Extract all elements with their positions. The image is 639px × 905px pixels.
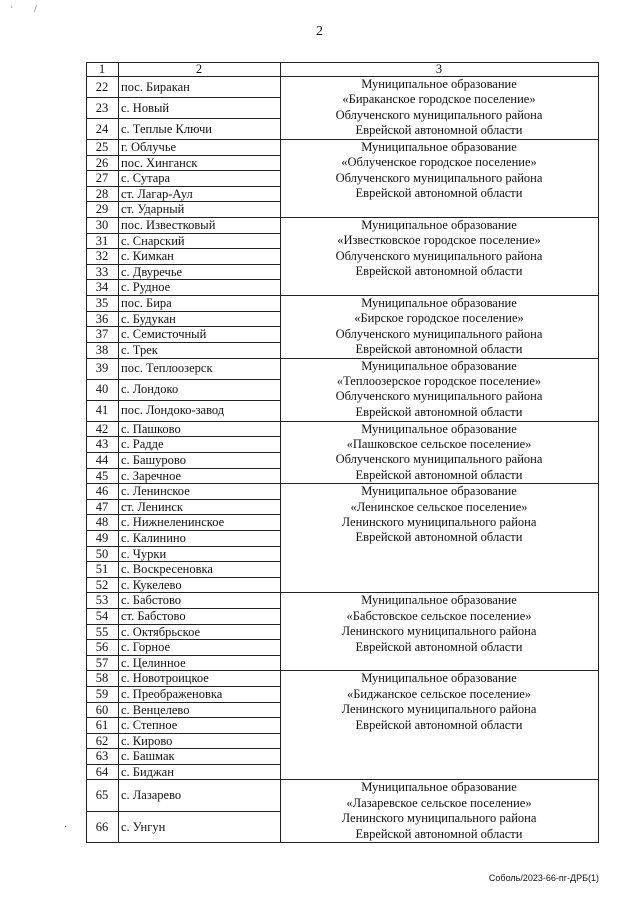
settlement-name: с. Сутара [119,171,281,187]
table-row [87,484,599,500]
settlement-name: с. Кирово [119,733,281,749]
page-number: 2 [316,24,323,39]
municipality-line: «Пашковское сельское поселение» [346,436,532,451]
row-number: 38 [87,342,119,358]
municipality-line: «Биджанское сельское поселение» [346,686,532,701]
settlement-name: с. Целинное [119,655,281,671]
municipality-line: Облученского муниципального района [335,389,543,404]
municipality-line: Еврейской автономной области [355,123,523,138]
settlement-name: с. Венцелево [119,702,281,718]
column-header: 3 [281,63,599,77]
settlement-name: с. Башмак [119,749,281,765]
municipality-cell [281,140,599,218]
municipality-line: Муниципальное образование [361,358,517,373]
settlement-name: с. Семисточный [119,327,281,343]
municipality-line: Еврейской автономной области [355,404,523,419]
table-row [87,295,599,311]
table-row [87,780,599,811]
municipality-line: Муниципальное образование [361,295,517,310]
settlement-name: с. Воскресеновка [119,562,281,578]
municipality-line: Ленинского муниципального района [341,624,537,639]
municipality-cell [281,780,599,843]
table-row [87,77,599,98]
municipality-line: Еврейской автономной области [355,717,523,732]
row-number: 29 [87,202,119,218]
table-row [87,593,599,609]
municipality-cell [281,77,599,140]
row-number: 34 [87,280,119,296]
municipality-line: Муниципальное образование [361,780,517,795]
municipality-line: «Теплоозерское городское поселение» [336,373,542,388]
row-number: 41 [87,400,119,421]
municipality-line: Муниципальное образование [361,77,517,91]
settlement-name: пос. Хинганск [119,155,281,171]
row-number: 36 [87,311,119,327]
municipality-line: Еврейской автономной области [355,342,523,357]
row-number: 35 [87,295,119,311]
row-number: 33 [87,264,119,280]
settlement-name: с. Снарский [119,233,281,249]
row-number: 48 [87,515,119,531]
row-number: 49 [87,530,119,546]
settlement-name: с. Октябрьское [119,624,281,640]
row-number: 25 [87,140,119,156]
settlement-name: с. Рудное [119,280,281,296]
row-number: 54 [87,608,119,624]
municipality-line: Ленинского муниципального района [341,515,537,529]
settlement-name: с. Степное [119,718,281,734]
municipality-line: Облученского муниципального района [335,248,543,263]
row-number: 63 [87,749,119,765]
settlement-name: ст. Ленинск [119,499,281,515]
row-number: 24 [87,119,119,140]
municipality-cell [281,358,599,421]
municipality-cell [281,295,599,358]
settlement-name: с. Пашково [119,421,281,437]
settlement-name: ст. Лагар-Аул [119,186,281,202]
row-number: 30 [87,217,119,233]
settlement-name: с. Горное [119,640,281,656]
municipality-line: Муниципальное образование [361,593,517,608]
row-number: 62 [87,733,119,749]
settlement-name: с. Унгун [119,811,281,842]
settlement-name: с. Биджан [119,764,281,780]
row-number: 66 [87,811,119,842]
scan-mark: ` [10,6,14,17]
row-number: 27 [87,171,119,187]
settlement-name: с. Будукан [119,311,281,327]
scan-mark: · [64,822,68,833]
municipality-line: «Бабстовское сельское поселение» [346,608,532,623]
settlement-name: ст. Ударный [119,202,281,218]
municipality-line: Облученского муниципального района [335,107,543,122]
municipality-line: Облученского муниципального района [335,170,543,185]
municipality-line: Еврейской автономной области [355,639,523,654]
row-number: 57 [87,655,119,671]
municipality-line: Еврейской автономной области [355,467,523,482]
settlement-name: с. Двуречье [119,264,281,280]
municipality-cell [281,421,599,484]
row-number: 53 [87,593,119,609]
municipality-line: Еврейской автономной области [355,530,523,545]
municipality-cell [281,671,599,780]
row-number: 65 [87,780,119,811]
row-number: 40 [87,379,119,400]
settlement-name: с. Заречное [119,468,281,484]
table-body [87,77,599,843]
row-number: 31 [87,233,119,249]
row-number: 60 [87,702,119,718]
row-number: 45 [87,468,119,484]
settlement-name: с. Лазарево [119,780,281,811]
row-number: 55 [87,624,119,640]
municipality-line: Ленинского муниципального района [341,702,537,717]
settlement-name: с. Ленинское [119,484,281,500]
settlement-name: с. Теплые Ключи [119,119,281,140]
settlement-name: с. Нижнеленинское [119,515,281,531]
settlement-name: пос. Биракан [119,77,281,98]
column-header: 1 [87,63,119,77]
settlement-name: пос. Известковый [119,217,281,233]
settlement-name: с. Бабстово [119,593,281,609]
table-row [87,140,599,156]
table-row [87,421,599,437]
municipality-line: «Лазаревское сельское поселение» [346,795,532,810]
row-number: 32 [87,249,119,265]
row-number: 37 [87,327,119,343]
table-row [87,358,599,379]
row-number: 26 [87,155,119,171]
settlement-name: пос. Теплоозерск [119,358,281,379]
row-number: 47 [87,499,119,515]
municipality-line: «Бираканское городское поселение» [342,92,536,107]
municipality-cell [281,217,599,295]
municipality-line: Муниципальное образование [361,421,517,436]
row-number: 43 [87,437,119,453]
municipality-line: Муниципальное образование [361,484,517,499]
settlement-name: с. Кимкан [119,249,281,265]
municipality-line: Ленинского муниципального района [341,811,537,826]
row-number: 61 [87,718,119,734]
row-number: 28 [87,186,119,202]
settlement-name: пос. Бира [119,295,281,311]
row-number: 51 [87,562,119,578]
municipality-line: Муниципальное образование [361,140,517,154]
row-number: 22 [87,77,119,98]
table-row [87,671,599,687]
row-number: 50 [87,546,119,562]
row-number: 23 [87,98,119,119]
municipality-line: «Облученское городское поселение» [341,155,537,170]
settlement-name: с. Лондоко [119,379,281,400]
column-header: 2 [119,63,281,77]
settlement-name: с. Трек [119,342,281,358]
row-number: 56 [87,640,119,656]
settlement-name: с. Башурово [119,452,281,468]
municipality-cell [281,484,599,593]
settlement-name: с. Калинино [119,530,281,546]
row-number: 46 [87,484,119,500]
municipality-line: Облученского муниципального района [335,452,543,467]
row-number: 52 [87,577,119,593]
municipality-line: «Бирское городское поселение» [354,311,524,326]
row-number: 59 [87,686,119,702]
document-code: Соболь/2023-66-пг-ДРБ(1) [488,873,599,883]
scan-mark: / [34,4,37,15]
municipality-line: Еврейской автономной области [355,826,523,841]
settlement-name: г. Облучье [119,140,281,156]
settlement-name: с. Новый [119,98,281,119]
municipality-line: «Известковское городское поселение» [337,233,541,248]
municipality-line: Муниципальное образование [361,671,517,686]
municipality-cell [281,593,599,671]
settlement-name: с. Преображеновка [119,686,281,702]
settlement-name: пос. Лондоко-завод [119,400,281,421]
settlement-name: с. Кукелево [119,577,281,593]
settlement-name: ст. Бабстово [119,608,281,624]
settlement-name: с. Чурки [119,546,281,562]
municipality-line: Еврейской автономной области [355,264,523,279]
municipality-line: Муниципальное образование [361,217,517,232]
municipality-line: «Ленинское сельское поселение» [350,499,528,514]
municipality-line: Еврейской автономной области [355,186,523,201]
table-row [87,217,599,233]
municipality-line: Облученского муниципального района [335,326,543,341]
header-row [87,63,599,77]
settlements-table [86,62,599,843]
row-number: 64 [87,764,119,780]
settlement-name: с. Радде [119,437,281,453]
row-number: 58 [87,671,119,687]
row-number: 44 [87,452,119,468]
row-number: 39 [87,358,119,379]
settlement-name: с. Новотроицкое [119,671,281,687]
row-number: 42 [87,421,119,437]
